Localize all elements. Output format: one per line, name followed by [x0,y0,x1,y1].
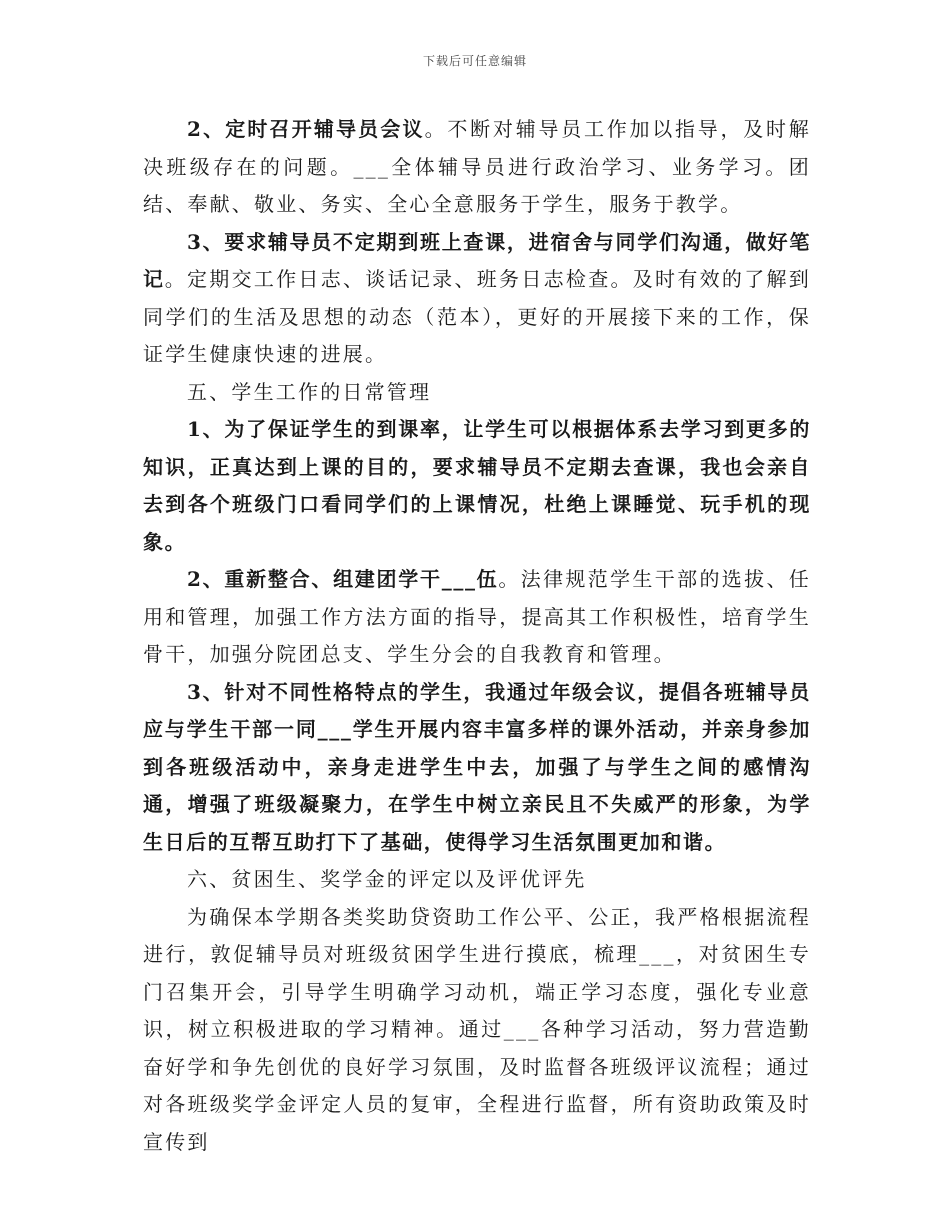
paragraph-lead: 2、重新整合、组建团学干___伍 [187,567,499,591]
page-header: 下载后可任意编辑 [422,54,527,68]
paragraph-financial-aid: 为确保本学期各类奖助贷资助工作公平、公正，我严格根据流程进行，敦促辅导员对班级贫困学生进行摸底，梳理___，对贫困生专门召集开会，引导学生明确学习动机，端正学习态度，强化专业意识，树立积极进取的学习精神。通过___各种学习活动，努力营造勤奋好学和争先创优的良好学习氛围，及时监督各班级评议流程；通过对各班级奖学金评定人员的复审，全程进行监督，所有资助政策及时宣传到 [143,904,811,1154]
paragraph-counselor-meeting [143,111,811,224]
paragraph-extracurricular: 3、针对不同性格特点的学生，我通过年级会议，提倡各班辅导员应与学生干部一同___学生开展内容丰富多样的课外活动，并亲身参加到各班级活动中，亲身走进学生中去，加强了与学生之间的感情沟通，增强了班级凝聚力，在学生中树立亲民且不失威严的形象，为学生日后的互帮互助打下了基础，使得学习生活氛围更加和谐。 [143,679,811,854]
section-heading-daily-management: 五、学生工作的日常管理 [187,379,432,404]
paragraph-body: 。定期交工作日志、谈话记录、班务日志检查。及时有效的了解到同学们的生活及思想的动态（范本），更好的开展接下来的工作，保证学生健康快速的进展。 [143,267,811,366]
paragraph-lead: 3、要求辅导员不定期到班上查课，进宿舍与同学们沟通，做好笔记 [143,229,811,291]
paragraph-body: 。不断对辅导员工作加以指导，及时解决班级存在的问题。___全体辅导员进行政治学习、业务学习。团结、奉献、敬业、务实、全心全意服务于学生，服务于教学。 [143,117,811,216]
paragraph-class-inspection [143,224,811,374]
paragraph-body: 。法律规范学生干部的选拔、任用和管理，加强工作方法方面的指导，提高其工作积极性，培育学生骨干，加强分院团总支、学生分会的自我教育和管理。 [143,567,811,666]
paragraph-lead: 2、定时召开辅导员会议 [187,117,425,141]
paragraph-attendance: 1、为了保证学生的到课率，让学生可以根据体系去学习到更多的知识，正真达到上课的目的，要求辅导员不定期去查课，我也会亲自去到各个班级门口看同学们的上课情况，杜绝上课睡觉、玩手机的现象。 [143,417,811,554]
paragraph-student-cadre [143,561,811,674]
section-heading-scholarship: 六、贫困生、奖学金的评定以及评优评先 [187,867,587,891]
document-body [143,111,811,1161]
